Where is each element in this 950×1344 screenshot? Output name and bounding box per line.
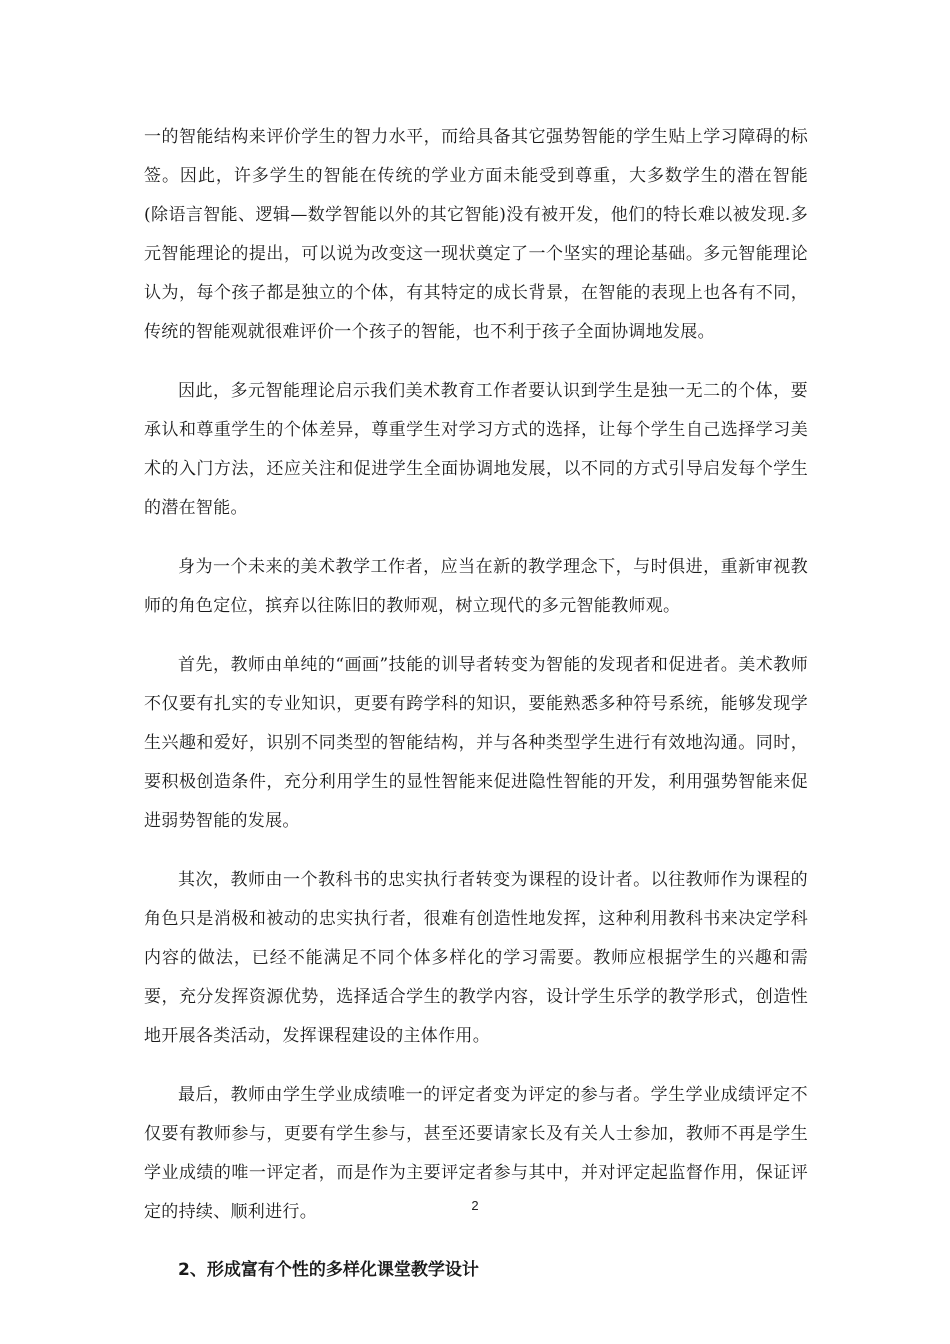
page-number: 2 [471, 1198, 479, 1213]
paragraph-5: 其次，教师由一个教科书的忠实执行者转变为课程的设计者。以往教师作为课程的角色只是消极和被动的忠实执行者，很难有创造性地发挥，这种利用教科书来决定学科内容的做法，已经不能满足不同个体多样化的学习需要。教师应根据学生的兴趣和需要，充分发挥资源优势，选择适合学生的教学内容，设计学生乐学的教学形式，创造性地开展各类活动，发挥课程建设的主体作用。 [144, 870, 808, 1046]
paragraph-3: 身为一个未来的美术教学工作者，应当在新的教学理念下，与时俱进，重新审视教师的角色定位，摈弃以往陈旧的教师观，树立现代的多元智能教师观。 [144, 557, 808, 616]
page-content [144, 118, 808, 1288]
paragraph-1: 一的智能结构来评价学生的智力水平，而给具备其它强势智能的学生贴上学习障碍的标签。因此，许多学生的智能在传统的学业方面未能受到尊重，大多数学生的潜在智能(除语言智能、逻辑—数学智能以外的其它智能)没有被开发，他们的特长难以被发现.多元智能理论的提出，可以说为改变这一现状奠定了一个坚实的理论基础。多元智能理论认为，每个孩子都是独立的个体，有其特定的成长背景，在智能的表现上也各有不同，传统的智能观就很难评价一个孩子的智能，也不利于孩子全面协调地发展。 [144, 127, 808, 342]
paragraph-6: 最后，教师由学生学业成绩唯一的评定者变为评定的参与者。学生学业成绩评定不仅要有教师参与，更要有学生参与，甚至还要请家长及有关人士参加，教师不再是学生学业成绩的唯一评定者，而是作为主要评定者参与其中，并对评定起监督作用，保证评定的持续、顺利进行。 [144, 1085, 808, 1222]
paragraph-4: 首先，教师由单纯的“画画”技能的训导者转变为智能的发现者和促进者。美术教师不仅要有扎实的专业知识，更要有跨学科的知识，要能熟悉多种符号系统，能够发现学生兴趣和爱好，识别不同类型的智能结构，并与各种类型学生进行有效地沟通。同时，要积极创造条件，充分利用学生的显性智能来促进隐性智能的开发，利用强势智能来促进弱势智能的发展。 [144, 655, 808, 831]
paragraph-2: 因此，多元智能理论启示我们美术教育工作者要认识到学生是独一无二的个体，要承认和尊重学生的个体差异，尊重学生对学习方式的选择，让每个学生自己选择学习美术的入门方法，还应关注和促进学生全面协调地发展，以不同的方式引导启发每个学生的潜在智能。 [144, 381, 808, 518]
section-heading: 2、形成富有个性的多样化课堂教学设计 [178, 1260, 479, 1280]
